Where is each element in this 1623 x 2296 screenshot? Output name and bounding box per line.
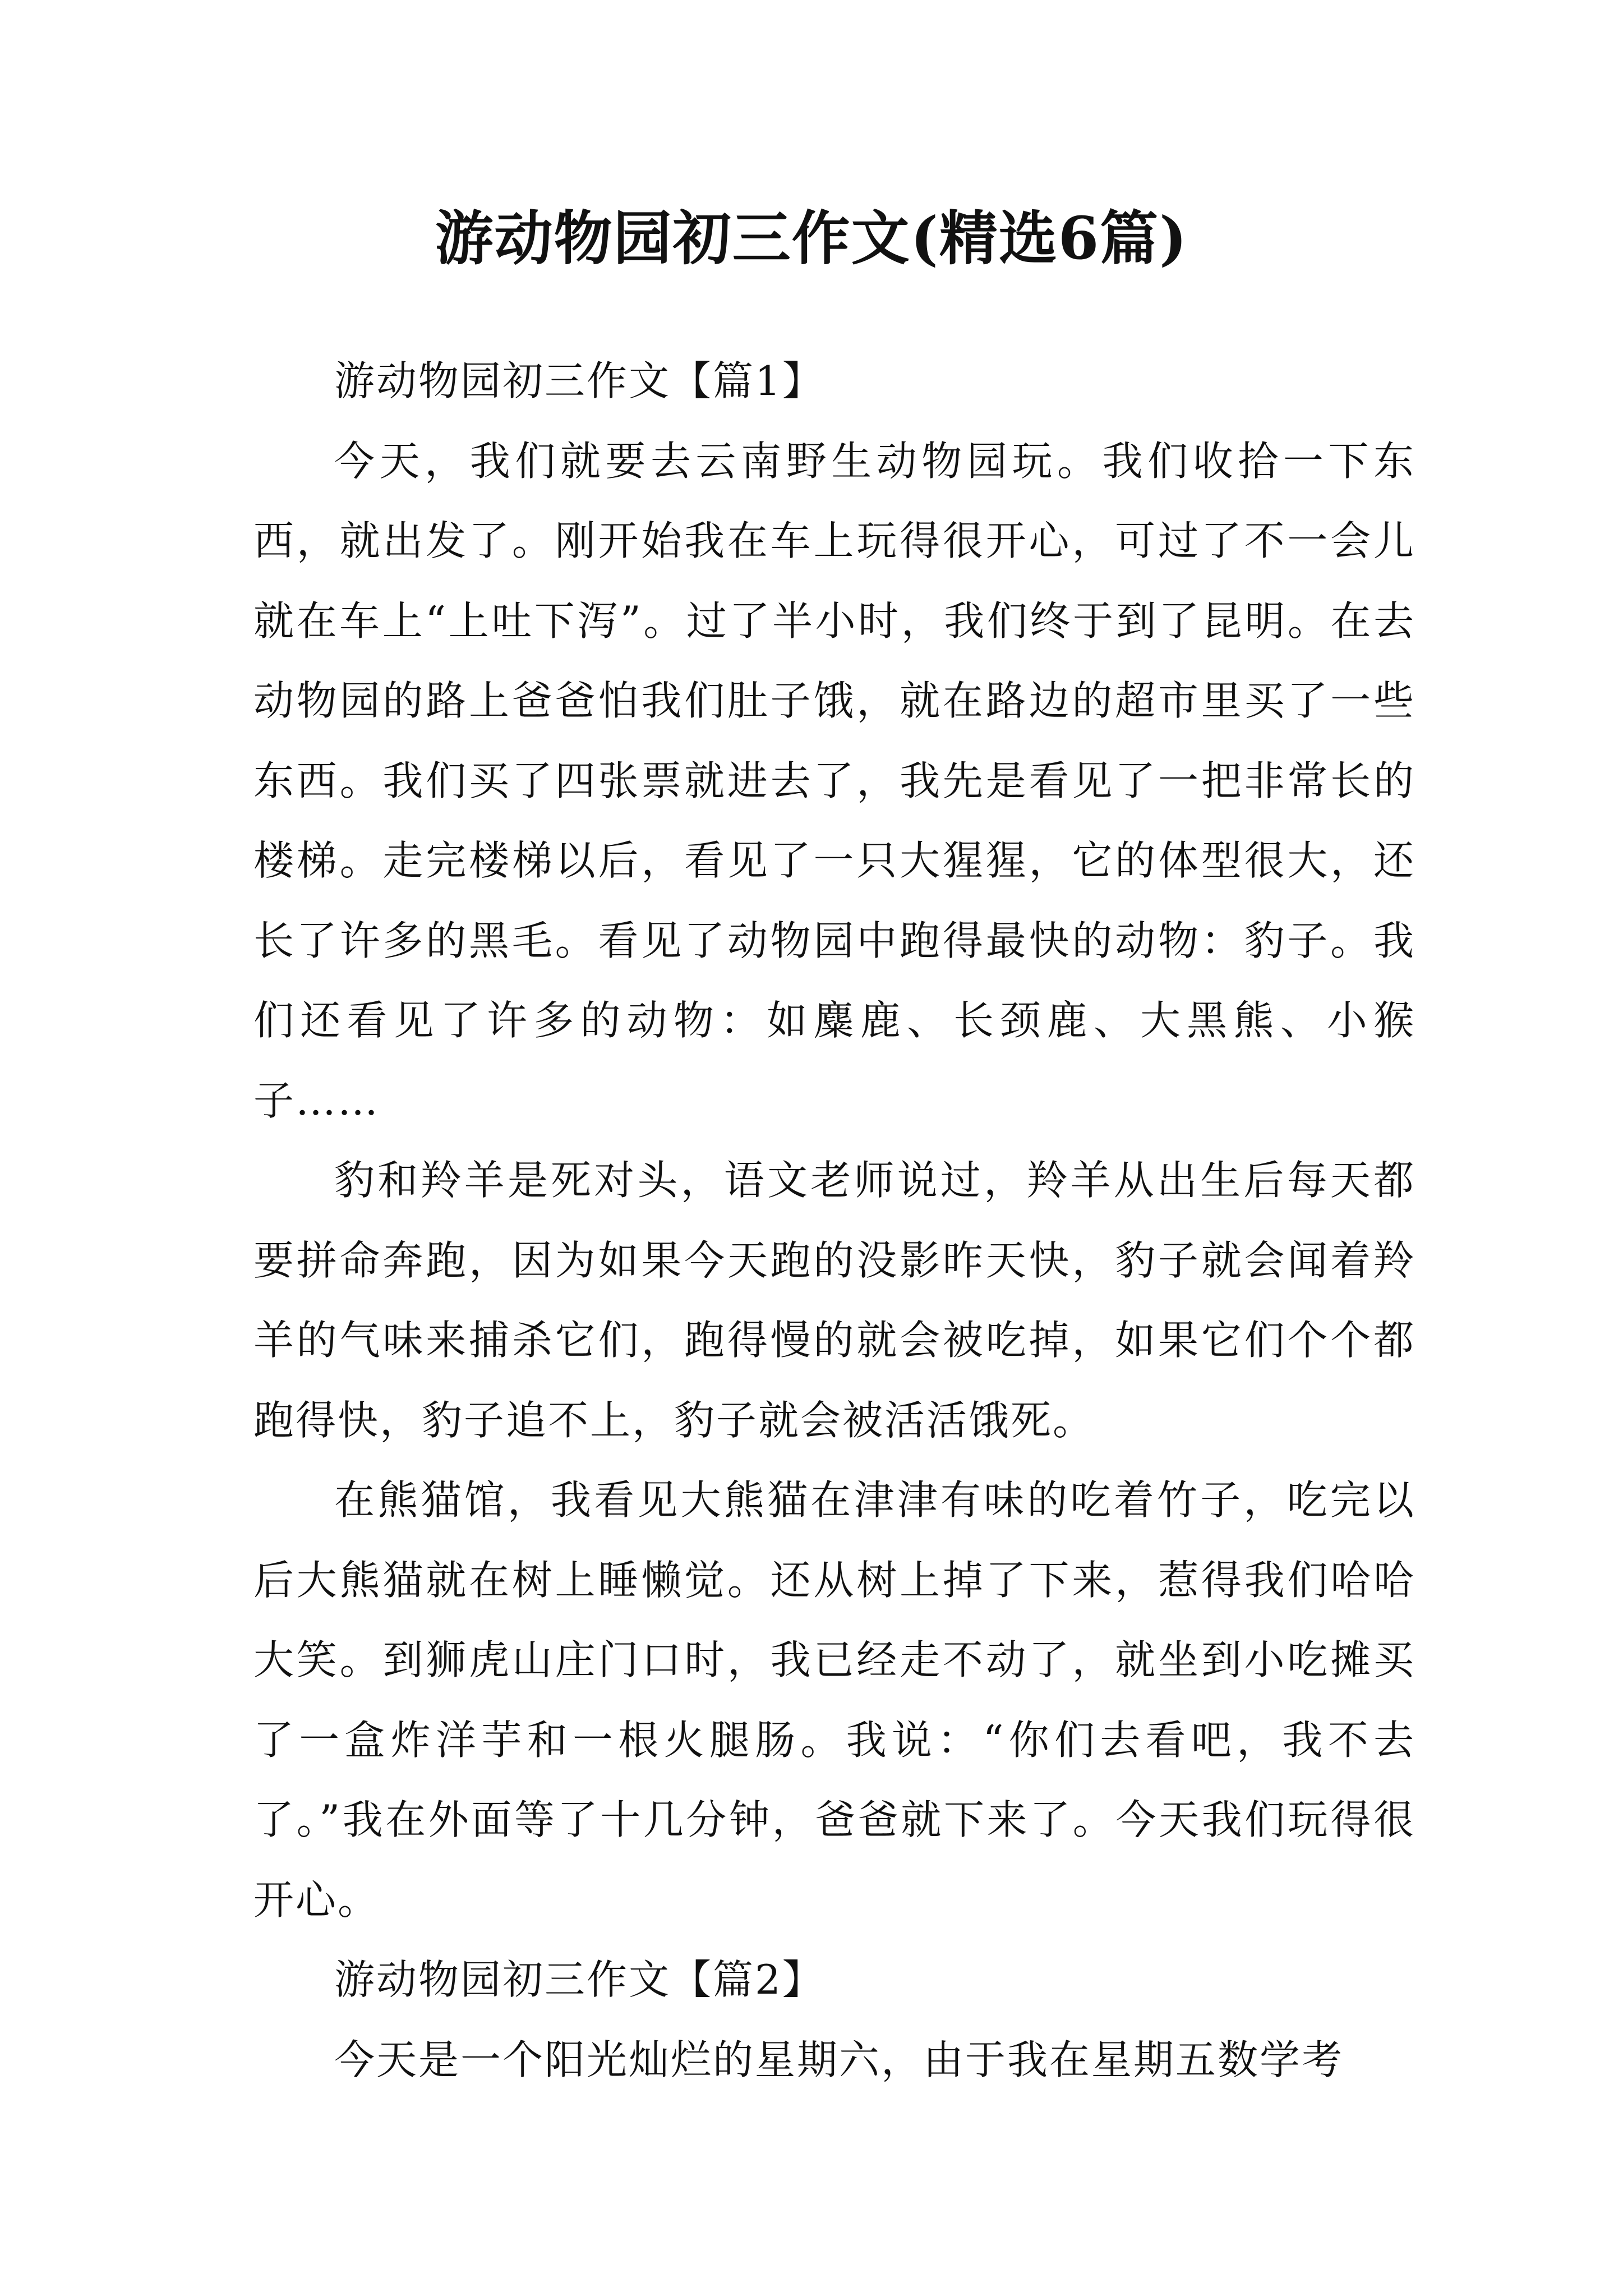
section-heading-1: 游动物园初三作文【篇1】 xyxy=(334,357,824,404)
paragraph: 豹和羚羊是死对头，语文老师说过，羚羊从出生后每天都要拼命奔跑，因为如果今天跑的没影昨天快，豹子就会闻着羚羊的气味来捕杀它们，跑得慢的就会被吃掉，如果它们个个都跑得快，豹子追不上，豹子就会被活活饿死。 xyxy=(253,1157,1415,1444)
paragraph: 今天，我们就要去云南野生动物园玩。我们收拾一下东西，就出发了。刚开始我在车上玩得很开心，可过了不一会儿就在车上“上吐下泻”。过了半小时，我们终于到了昆明。在去动物园的路上爸爸怕我们肚子饿，就在路边的超市里买了一些东西。我们买了四张票就进去了，我先是看见了一把非常长的楼梯。走完楼梯以后，看见了一只大猩猩，它的体型很大，还长了许多的黑毛。看见了动物园中跑得最快的动物：豹子。我们还看见了许多的动物：如麋鹿、长颈鹿、大黑熊、小猴子…… xyxy=(253,437,1415,1124)
document-body xyxy=(253,341,1415,2100)
paragraph: 在熊猫馆，我看见大熊猫在津津有味的吃着竹子，吃完以后大熊猫就在树上睡懒觉。还从树上掉了下来，惹得我们哈哈大笑。到狮虎山庄门口时，我已经走不动了，就坐到小吃摊买了一盒炸洋芋和一根火腿肠。我说：“你们去看吧，我不去了。”我在外面等了十几分钟，爸爸就下来了。今天我们玩得很开心。 xyxy=(253,1476,1415,1924)
section-heading-2: 游动物园初三作文【篇2】 xyxy=(334,1956,824,2003)
paragraph: 今天是一个阳光灿烂的星期六，由于我在星期五数学考 xyxy=(334,2036,1344,2083)
document-title: 游动物园初三作文(精选6篇) xyxy=(435,204,1188,273)
